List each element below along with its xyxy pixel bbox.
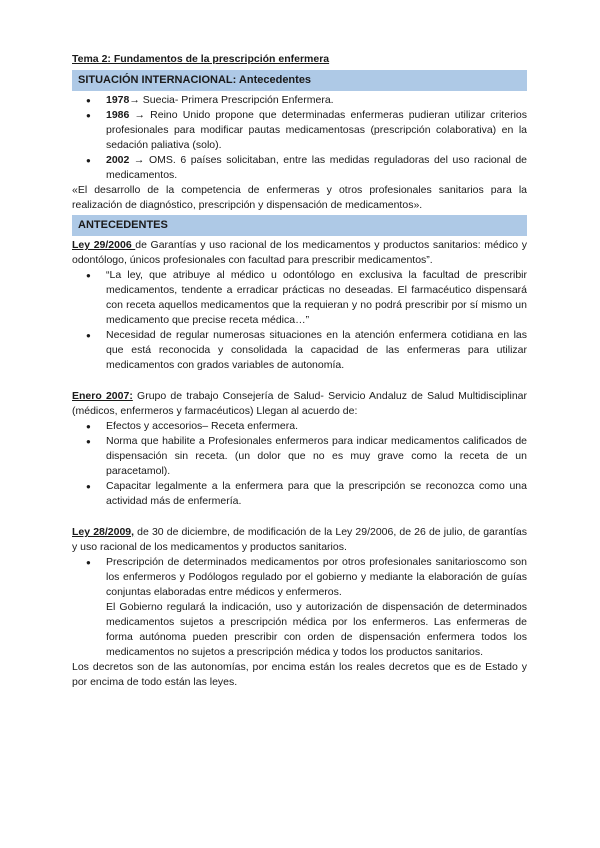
list-item: ● “La ley, que atribuye al médico u odontólogo en exclusiva la facultad de prescribir medicamentos, tendente a erradicar prácticas no deseadas. El farmacéutico dispensará con receta aquellos medicamentos que la requieran y no podrá prescribir por sí mismo un medicamento que precise receta médica…” (106, 268, 527, 328)
section-heading-international: SITUACIÓN INTERNACIONAL: Antecedentes (72, 70, 527, 91)
enero-2007-paragraph (72, 389, 527, 419)
list-item-text: → OMS. 6 países solicitaban, entre las medidas reguladoras del uso racional de medicamentos. (106, 154, 527, 181)
ley-2006-text: de Garantías y uso racional de los medicamentos y productos sanitarios: médico y odontólogo, únicos profesionales con facultad para prescribir medicamentos”. (72, 239, 527, 266)
year-label: 1978 (106, 94, 130, 106)
year-label: 2002 (106, 154, 130, 166)
ley-2006-list (72, 268, 527, 373)
list-item: ● Prescripción de determinados medicamentos por otros profesionales sanitarioscomo son los enfermeros y Podólogos regulado por el gobierno y mediante la elaboración de guías conjuntas elaboradas entre médicos y enfermeros. (106, 555, 527, 600)
list-item (106, 93, 527, 108)
quote-paragraph: «El desarrollo de la competencia de enfermeras y otros profesionales sanitarios para la realización de diagnóstico, prescripción y dispensación de medicamentos». (72, 184, 527, 211)
international-list (72, 93, 527, 183)
list-item (106, 108, 527, 153)
ley-2009-list (72, 555, 527, 600)
list-item: ● Norma que habilite a Profesionales enfermeros para indicar medicamentos calificados de dispensación sin receta. (un dolor que no es muy grave como la receta de un paracetamol). (106, 434, 527, 479)
year-label: 1986 (106, 109, 130, 121)
ley-2006-paragraph (72, 238, 527, 268)
closing-paragraph: Los decretos son de las autonomías, por encima están los reales decretos que es de Estado y por encima de todo están las leyes. (72, 661, 527, 688)
enero-2007-label: Enero 2007: (72, 390, 133, 402)
ley-2009-continuation: El Gobierno regulará la indicación, uso y autorización de dispensación de determinados medicamentos sujetos a prescripción médica por los enfermeros. Las enfermeras de forma autónoma pueden prescribir con orden de dispensación enfermera todos los medicamentos no sujetos a prescripción médica y todos los productos sanitarios. (106, 601, 527, 658)
enero-2007-list (72, 419, 527, 509)
list-item-text: → Suecia- Primera Prescripción Enfermera. (129, 94, 334, 106)
list-item: ● Necesidad de regular numerosas situaciones en la atención enfermera cotidiana en las que está reconocida y consolidada la capacidad de las enfermeras para utilizar medicamentos con grados variables de autonomía. (106, 328, 527, 373)
list-item: ● Efectos y accesorios– Receta enfermera. (106, 419, 527, 434)
list-item: ● Capacitar legalmente a la enfermera para que la prescripción se reconozca como una actividad más de enfermería. (106, 479, 527, 509)
ley-2006-label: Ley 29/2006 (72, 239, 136, 251)
document-title: Tema 2: Fundamentos de la prescripción enfermera (72, 53, 330, 65)
section-heading-antecedentes: ANTECEDENTES (72, 215, 527, 236)
list-item (106, 153, 527, 183)
list-item-text: → Reino Unido propone que determinadas enfermeras pudieran utilizar criterios profesionales para modificar pautas medicamentosas (prescripción colaborativa) en la sedación paliativa (solo). (106, 109, 527, 151)
ley-2009-paragraph (72, 525, 527, 555)
ley-2009-label: Ley 28/2009, (72, 526, 135, 538)
enero-2007-text: Grupo de trabajo Consejería de Salud- Servicio Andaluz de Salud Multidisciplinar (médicos, enfermeros y farmacéuticos) Llegan al acuerdo de: (72, 390, 528, 417)
ley-2009-text: de 30 de diciembre, de modificación de la Ley 29/2006, de 26 de julio, de garantías y uso racional de los medicamentos y productos sanitarios. (72, 526, 527, 553)
